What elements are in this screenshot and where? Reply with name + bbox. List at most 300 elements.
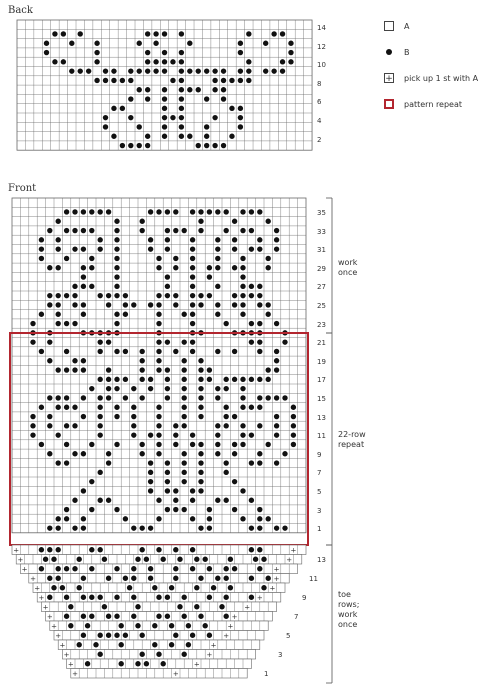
stitch-b-dot: [94, 41, 99, 46]
stitch-b-dot: [190, 516, 195, 521]
stitch-b-dot: [194, 604, 199, 609]
stitch-b-dot: [263, 41, 268, 46]
stitch-b-dot: [240, 423, 245, 428]
stitch-b-dot: [219, 604, 224, 609]
pickup-plus: +: [286, 555, 293, 564]
stitch-b-dot: [165, 377, 170, 382]
stitch-b-dot: [156, 349, 161, 354]
stitch-b-dot: [249, 228, 254, 233]
stitch-b-dot: [165, 274, 170, 279]
stitch-b-dot: [238, 124, 243, 129]
stitch-b-dot: [72, 405, 77, 410]
pickup-plus: +: [210, 641, 217, 650]
stitch-b-dot: [120, 106, 125, 111]
stitch-b-dot: [249, 460, 254, 465]
stitch-b-dot: [173, 498, 178, 503]
stitch-b-dot: [165, 386, 170, 391]
stitch-b-dot: [179, 106, 184, 111]
stitch-b-dot: [187, 87, 192, 92]
stitch-b-dot: [56, 321, 61, 326]
stitch-b-dot: [224, 386, 229, 391]
stitch-b-dot: [131, 614, 136, 619]
stitch-b-dot: [257, 566, 262, 571]
pickup-plus: +: [13, 546, 20, 555]
stitch-b-dot: [238, 41, 243, 46]
stitch-b-dot: [212, 143, 217, 148]
stitch-b-dot: [257, 339, 262, 344]
stitch-b-dot: [224, 228, 229, 233]
stitch-b-dot: [165, 339, 170, 344]
stitch-b-dot: [128, 68, 133, 73]
stitch-b-dot: [148, 479, 153, 484]
stitch-b-dot: [249, 321, 254, 326]
stitch-b-dot: [198, 367, 203, 372]
stitch-b-dot: [56, 525, 61, 530]
stitch-b-dot: [98, 209, 103, 214]
front-row-label: 33: [317, 227, 326, 236]
stitch-b-dot: [135, 661, 140, 666]
stitch-b-dot: [169, 642, 174, 647]
stitch-b-dot: [137, 68, 142, 73]
stitch-b-dot: [198, 358, 203, 363]
stitch-b-dot: [64, 349, 69, 354]
stitch-b-dot: [64, 566, 69, 571]
stitch-b-dot: [47, 293, 52, 298]
stitch-b-dot: [98, 652, 103, 657]
stitch-b-dot: [162, 134, 167, 139]
stitch-b-dot: [182, 460, 187, 465]
stitch-b-dot: [106, 395, 111, 400]
stitch-b-dot: [198, 219, 203, 224]
stitch-b-dot: [249, 284, 254, 289]
stitch-b-dot: [224, 405, 229, 410]
stitch-b-dot: [103, 78, 108, 83]
front-chart-title: Front: [8, 183, 37, 194]
stitch-b-dot: [224, 614, 229, 619]
stitch-b-dot: [198, 460, 203, 465]
stitch-b-dot: [196, 87, 201, 92]
front-row-label: 19: [317, 357, 326, 366]
stitch-b-dot: [288, 41, 293, 46]
toe-row-label: 7: [294, 613, 299, 621]
repeat-note: 22-row repeat: [338, 430, 366, 449]
stitch-b-dot: [153, 59, 158, 64]
red-square-icon: [384, 99, 394, 109]
stitch-b-dot: [198, 209, 203, 214]
stitch-b-dot: [211, 585, 216, 590]
stitch-b-dot: [56, 312, 61, 317]
stitch-b-dot: [140, 652, 145, 657]
stitch-b-dot: [162, 115, 167, 120]
stitch-b-dot: [282, 339, 287, 344]
stitch-b-dot: [291, 405, 296, 410]
stitch-b-dot: [114, 377, 119, 382]
stitch-b-dot: [232, 566, 237, 571]
stitch-b-dot: [120, 143, 125, 148]
stitch-b-dot: [64, 395, 69, 400]
pickup-plus: +: [42, 603, 49, 612]
stitch-b-dot: [282, 395, 287, 400]
stitch-b-dot: [257, 460, 262, 465]
stitch-b-dot: [240, 488, 245, 493]
stitch-b-dot: [177, 557, 182, 562]
stitch-b-dot: [44, 41, 49, 46]
stitch-b-dot: [98, 547, 103, 552]
stitch-b-dot: [64, 256, 69, 261]
stitch-b-dot: [56, 302, 61, 307]
plus-icon: +: [385, 74, 393, 84]
stitch-b-dot: [85, 661, 90, 666]
stitch-b-dot: [169, 585, 174, 590]
stitch-b-dot: [106, 451, 111, 456]
stitch-b-dot: [98, 414, 103, 419]
toe-row-label: 1: [264, 670, 269, 678]
stitch-b-dot: [190, 432, 195, 437]
stitch-b-dot: [64, 321, 69, 326]
stitch-b-dot: [165, 284, 170, 289]
pickup-plus: +: [256, 593, 263, 602]
stitch-b-dot: [119, 623, 124, 628]
stitch-b-dot: [173, 566, 178, 571]
front-row-label: 31: [317, 246, 326, 255]
front-row-label: 17: [317, 376, 326, 385]
stitch-b-dot: [89, 614, 94, 619]
stitch-b-dot: [162, 106, 167, 111]
stitch-b-dot: [207, 274, 212, 279]
stitch-b-dot: [257, 237, 262, 242]
stitch-b-dot: [39, 405, 44, 410]
stitch-b-dot: [291, 414, 296, 419]
stitch-b-dot: [169, 623, 174, 628]
work-once-note: work once: [338, 258, 358, 277]
stitch-b-dot: [221, 87, 226, 92]
stitch-b-dot: [274, 358, 279, 363]
stitch-b-dot: [123, 312, 128, 317]
pickup-plus: +: [223, 631, 230, 640]
stitch-b-dot: [148, 377, 153, 382]
stitch-b-dot: [165, 470, 170, 475]
stitch-b-dot: [114, 265, 119, 270]
stitch-b-dot: [156, 442, 161, 447]
stitch-b-dot: [190, 349, 195, 354]
stitch-b-dot: [89, 265, 94, 270]
stitch-b-dot: [198, 442, 203, 447]
stitch-b-dot: [238, 106, 243, 111]
stitch-b-dot: [224, 498, 229, 503]
stitch-b-dot: [162, 31, 167, 36]
stitch-b-dot: [207, 516, 212, 521]
stitch-b-dot: [215, 386, 220, 391]
stitch-b-dot: [240, 516, 245, 521]
stitch-b-dot: [106, 460, 111, 465]
stitch-b-dot: [106, 209, 111, 214]
stitch-b-dot: [94, 50, 99, 55]
stitch-b-dot: [257, 525, 262, 530]
stitch-b-dot: [165, 614, 170, 619]
stitch-b-dot: [280, 31, 285, 36]
stitch-b-dot: [215, 265, 220, 270]
stitch-b-dot: [274, 228, 279, 233]
stitch-b-dot: [156, 302, 161, 307]
stitch-b-dot: [153, 41, 158, 46]
stitch-b-dot: [224, 321, 229, 326]
stitch-b-dot: [190, 633, 195, 638]
stitch-b-dot: [182, 367, 187, 372]
stitch-b-dot: [89, 547, 94, 552]
stitch-b-dot: [198, 395, 203, 400]
front-row-label: 5: [317, 488, 322, 496]
stitch-b-dot: [215, 576, 220, 581]
stitch-b-dot: [156, 498, 161, 503]
stitch-b-dot: [47, 339, 52, 344]
stitch-b-dot: [98, 246, 103, 251]
back-row-label: 6: [317, 98, 322, 107]
stitch-b-dot: [81, 284, 86, 289]
stitch-b-dot: [288, 50, 293, 55]
stitch-b-dot: [165, 246, 170, 251]
stitch-b-dot: [274, 432, 279, 437]
stitch-b-dot: [198, 451, 203, 456]
stitch-b-dot: [266, 312, 271, 317]
stitch-b-dot: [47, 414, 52, 419]
stitch-b-dot: [140, 219, 145, 224]
stitch-b-dot: [232, 246, 237, 251]
stitch-b-dot: [89, 386, 94, 391]
stitch-b-dot: [64, 405, 69, 410]
stitch-b-dot: [98, 349, 103, 354]
stitch-b-dot: [224, 576, 229, 581]
pickup-plus: +: [269, 584, 276, 593]
stitch-b-dot: [64, 595, 69, 600]
stitch-b-dot: [89, 507, 94, 512]
stitch-b-dot: [145, 143, 150, 148]
stitch-b-dot: [93, 642, 98, 647]
front-row-label: 27: [317, 283, 326, 292]
stitch-b-dot: [106, 633, 111, 638]
stitch-b-dot: [182, 414, 187, 419]
stitch-b-dot: [111, 68, 116, 73]
stitch-b-dot: [196, 143, 201, 148]
stitch-b-dot: [198, 525, 203, 530]
stitch-b-dot: [114, 293, 119, 298]
front-row-label: 3: [317, 506, 322, 515]
stitch-b-dot: [56, 367, 61, 372]
stitch-b-dot: [249, 293, 254, 298]
stitch-b-dot: [72, 451, 77, 456]
stitch-b-dot: [114, 237, 119, 242]
stitch-b-dot: [102, 604, 107, 609]
stitch-b-dot: [182, 395, 187, 400]
pickup-plus: +: [51, 622, 57, 631]
stitch-b-dot: [173, 209, 178, 214]
stitch-b-dot: [238, 68, 243, 73]
stitch-b-dot: [152, 642, 157, 647]
stitch-b-dot: [224, 595, 229, 600]
stitch-b-dot: [148, 470, 153, 475]
stitch-b-dot: [240, 377, 245, 382]
back-row-label: 8: [317, 79, 322, 88]
stitch-b-dot: [182, 470, 187, 475]
stitch-b-dot: [291, 432, 296, 437]
stitch-b-dot: [263, 68, 268, 73]
stitch-b-dot: [173, 423, 178, 428]
stitch-b-dot: [47, 423, 52, 428]
stitch-b-dot: [148, 386, 153, 391]
stitch-b-dot: [221, 78, 226, 83]
stitch-b-dot: [81, 516, 86, 521]
stitch-b-dot: [232, 451, 237, 456]
stitch-b-dot: [106, 498, 111, 503]
stitch-b-dot: [30, 414, 35, 419]
stitch-b-dot: [165, 460, 170, 465]
stitch-b-dot: [186, 623, 191, 628]
stitch-b-dot: [182, 377, 187, 382]
pickup-plus: +: [17, 555, 24, 564]
stitch-b-dot: [114, 228, 119, 233]
stitch-b-dot: [203, 557, 208, 562]
stitch-b-dot: [156, 256, 161, 261]
stitch-b-dot: [215, 498, 220, 503]
stitch-b-dot: [261, 585, 266, 590]
stitch-b-dot: [212, 68, 217, 73]
stitch-b-dot: [204, 96, 209, 101]
legend-item-a: [384, 20, 499, 32]
stitch-b-dot: [238, 115, 243, 120]
stitch-b-dot: [72, 498, 77, 503]
stitch-b-dot: [114, 614, 119, 619]
stitch-b-dot: [173, 265, 178, 270]
stitch-b-dot: [266, 256, 271, 261]
stitch-b-dot: [271, 68, 276, 73]
stitch-b-dot: [204, 134, 209, 139]
stitch-b-dot: [123, 516, 128, 521]
stitch-b-dot: [135, 623, 140, 628]
stitch-b-dot: [232, 237, 237, 242]
stitch-b-dot: [190, 237, 195, 242]
stitch-b-dot: [56, 566, 61, 571]
stitch-b-dot: [56, 293, 61, 298]
stitch-b-dot: [69, 41, 74, 46]
stitch-b-dot: [123, 377, 128, 382]
stitch-b-dot: [198, 302, 203, 307]
front-row-label: 7: [317, 469, 322, 478]
stitch-b-dot: [56, 576, 61, 581]
stitch-b-dot: [114, 414, 119, 419]
stitch-b-dot: [274, 395, 279, 400]
stitch-b-dot: [52, 31, 57, 36]
stitch-b-dot: [257, 507, 262, 512]
stitch-b-dot: [123, 293, 128, 298]
pickup-plus: +: [63, 650, 70, 659]
stitch-b-dot: [266, 576, 271, 581]
stitch-b-dot: [274, 246, 279, 251]
stitch-b-dot: [232, 302, 237, 307]
stitch-b-dot: [194, 557, 199, 562]
stitch-b-dot: [198, 228, 203, 233]
stitch-b-dot: [61, 31, 66, 36]
stitch-b-dot: [131, 595, 136, 600]
stitch-b-dot: [56, 516, 61, 521]
stitch-b-dot: [198, 488, 203, 493]
stitch-b-dot: [106, 302, 111, 307]
stitch-b-dot: [224, 566, 229, 571]
stitch-b-dot: [156, 358, 161, 363]
stitch-b-dot: [274, 525, 279, 530]
stitch-b-dot: [106, 293, 111, 298]
stitch-b-dot: [240, 274, 245, 279]
stitch-b-dot: [232, 349, 237, 354]
stitch-b-dot: [232, 377, 237, 382]
pickup-plus: +: [227, 622, 234, 631]
stitch-b-dot: [156, 516, 161, 521]
stitch-b-dot: [207, 525, 212, 530]
stitch-b-dot: [274, 349, 279, 354]
stitch-b-dot: [240, 284, 245, 289]
stitch-b-dot: [144, 557, 149, 562]
stitch-b-dot: [56, 219, 61, 224]
stitch-b-dot: [106, 377, 111, 382]
stitch-b-dot: [39, 349, 44, 354]
stitch-b-dot: [145, 50, 150, 55]
stitch-b-dot: [140, 228, 145, 233]
stitch-b-dot: [81, 488, 86, 493]
stitch-b-dot: [94, 78, 99, 83]
stitch-b-dot: [47, 451, 52, 456]
stitch-b-dot: [182, 479, 187, 484]
stitch-b-dot: [39, 312, 44, 317]
legend-item-b: [384, 46, 499, 58]
stitch-b-dot: [207, 507, 212, 512]
stitch-b-dot: [140, 451, 145, 456]
stitch-b-dot: [56, 432, 61, 437]
stitch-b-dot: [81, 274, 86, 279]
stitch-b-dot: [182, 228, 187, 233]
stitch-b-dot: [131, 302, 136, 307]
stitch-b-dot: [81, 358, 86, 363]
toe-row-label: 9: [302, 594, 307, 602]
stitch-b-dot: [280, 68, 285, 73]
stitch-b-dot: [156, 312, 161, 317]
stitch-b-dot: [207, 293, 212, 298]
stitch-b-dot: [98, 595, 103, 600]
stitch-b-dot: [89, 228, 94, 233]
stitch-b-dot: [114, 633, 119, 638]
stitch-b-dot: [240, 302, 245, 307]
stitch-b-dot: [179, 115, 184, 120]
stitch-b-dot: [114, 321, 119, 326]
stitch-b-dot: [145, 134, 150, 139]
stitch-b-dot: [257, 349, 262, 354]
stitch-b-dot: [173, 432, 178, 437]
stitch-b-dot: [123, 633, 128, 638]
stitch-b-dot: [165, 293, 170, 298]
stitch-b-dot: [140, 633, 145, 638]
stitch-b-dot: [47, 358, 52, 363]
stitch-b-dot: [39, 246, 44, 251]
stitch-b-dot: [156, 423, 161, 428]
stitch-b-dot: [47, 395, 52, 400]
stitch-b-dot: [173, 256, 178, 261]
stitch-b-dot: [182, 507, 187, 512]
stitch-b-dot: [190, 265, 195, 270]
stitch-b-dot: [156, 209, 161, 214]
stitch-b-dot: [120, 78, 125, 83]
stitch-b-dot: [30, 423, 35, 428]
stitch-b-dot: [204, 68, 209, 73]
stitch-b-dot: [30, 432, 35, 437]
stitch-b-dot: [165, 367, 170, 372]
stitch-b-dot: [98, 470, 103, 475]
